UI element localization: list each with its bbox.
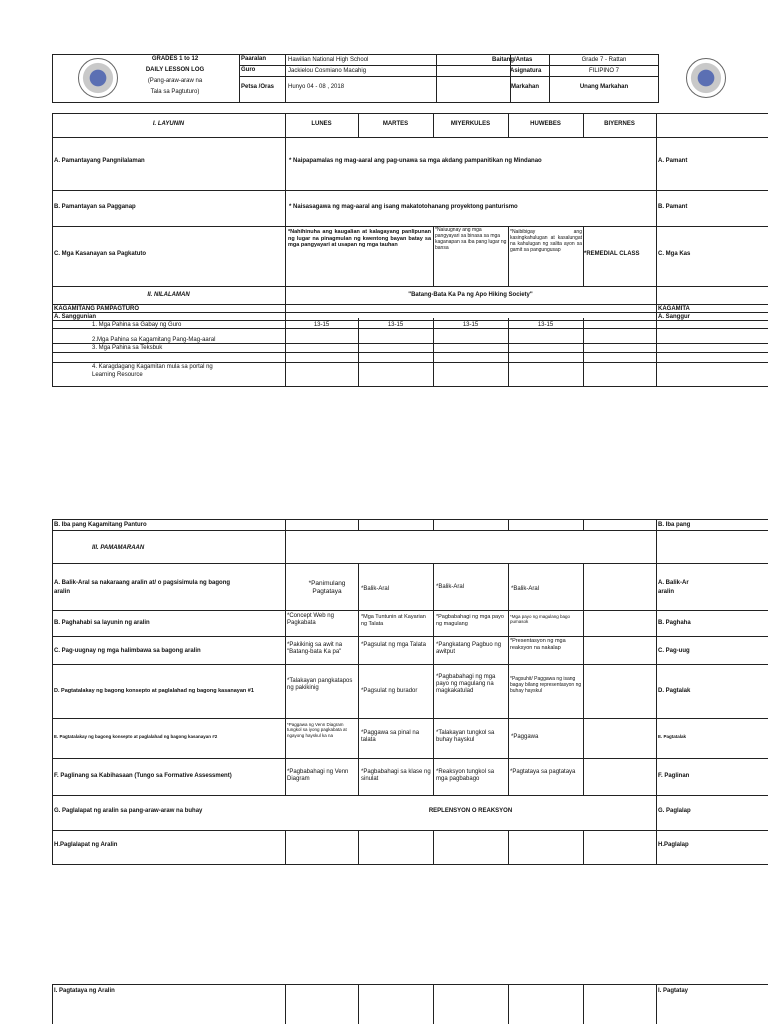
paghahabi-label: B. Paghahabi sa layunin ng aralin	[54, 620, 150, 626]
baitang-label: Baitang/Antas	[492, 57, 533, 63]
sanggunian-label: A. Sanggunian	[54, 314, 96, 320]
guro-value: Jackielou Cosmiano Macahig	[288, 68, 367, 74]
gabay-guro-martes: 13-15	[387, 322, 404, 328]
kasanayan-biyernes: *REMEDIAL CLASS	[584, 251, 640, 257]
log-sub1: (Pang-araw-araw na	[147, 78, 203, 84]
right-fragment: KAGAMITA	[658, 306, 690, 312]
right-fragment: B. Paghaha	[658, 620, 691, 626]
day-martes: MARTES	[382, 121, 409, 127]
pag-uugnay-martes: *Pagsulat ng mga Talata	[361, 642, 426, 648]
right-fragment: E. Pagtatalak	[658, 734, 687, 739]
paghahabi-lunes: *Concept Web ng Pagkabata	[287, 613, 334, 627]
kasanayan-label: C. Mga Kasanayan sa Pagkatuto	[54, 251, 147, 257]
right-fragment: A. Balik-Ar	[658, 580, 689, 586]
right-fragment: F. Paglinan	[658, 773, 690, 779]
balik-aral-miyerkules: *Balik-Aral	[436, 584, 465, 590]
paglinang-huwebes: *Pagtataya sa pagtataya	[510, 769, 576, 775]
teksbuk-label: 3. Mga Pahina sa Teksbuk	[92, 345, 163, 351]
pagtatalakay-2-label: E. Pagtatalakay ng bagong konsepto at paglalahad ng bagong kasanayan #2	[54, 734, 218, 739]
replensyon-value: REPLENSYON O REAKSYON	[428, 808, 513, 814]
right-fragment: A. Pamant	[658, 158, 688, 164]
pagtatalakay-1-label: D. Pagtatalakay ng bagong konsepto at paglalahad ng bagong kasanayan #1	[54, 688, 254, 694]
gabay-guro-label: 1. Mga Pahina sa Gabay ng Guro	[92, 322, 182, 328]
petsa-label: Petsa /Oras	[241, 84, 275, 90]
right-fragment: C. Mga Kas	[658, 251, 691, 257]
balik-aral-huwebes: *Balik-Aral	[511, 586, 540, 592]
day-huwebes: HUWEBES	[530, 121, 561, 127]
gabay-guro-lunes: 13-15	[313, 322, 330, 328]
petsa-value: Hunyo 04 - 08 , 2018	[288, 84, 345, 90]
right-fragment: aralin	[658, 589, 675, 595]
iba-kagamitan-label: B. Iba pang Kagamitang Panturo	[54, 522, 147, 528]
asignatura-label: Asignatura	[510, 68, 542, 74]
right-fragment: G. Paglalap	[658, 808, 691, 814]
paglinang-label: F. Paglinang sa Kabihasaan (Tungo sa Formative Assessment)	[54, 773, 232, 779]
nilalaman-heading: II. NILALAMAN	[147, 292, 190, 298]
day-lunes: LUNES	[311, 121, 332, 127]
balik-aral-label-1: A. Balik-Aral sa nakaraang aralin at/ o pagsisimula ng bagong	[54, 580, 231, 586]
right-fragment: B. Iba pang	[658, 522, 691, 528]
gabay-guro-huwebes: 13-15	[537, 322, 554, 328]
paglinang-martes: *Pagbabahagi sa klase ng sinulat	[361, 769, 431, 783]
pagtatalakay-1-lunes: *Talakayan pangkatapos ng pakikinig	[287, 678, 353, 692]
kasanayan-lunes: *Nahihinuha ang kaugalian at kalagayang panlipunan ng lugar na pinagmulan ng kwentong bayan batay sa mga pangyayari at usapan ng mga tauhan	[288, 229, 431, 249]
right-fragment: A. Sanggur	[658, 314, 691, 320]
kagamitang-mag-aaral-label: 2.Mga Pahina sa Kagamitang Pang-Mag-aaral	[92, 337, 216, 343]
paglalapat-label: G. Paglalapat ng aralin sa pang-araw-araw na buhay	[54, 808, 203, 814]
markahan-label: Markahan	[511, 84, 540, 90]
guro-label: Guro	[241, 67, 256, 73]
balik-aral-lunes: *Panimulang Pagtataya	[308, 580, 346, 595]
right-fragment: I. Pagtatay	[658, 988, 689, 994]
kagamitan-heading: KAGAMITANG PAMPAGTURO	[54, 306, 139, 312]
paglinang-lunes: *Pagbabahagi ng Venn Diagram	[287, 769, 349, 783]
layunin-heading: I. LAYUNIN	[152, 121, 185, 127]
karagdagang-label-2: Learning Resource	[92, 372, 143, 378]
log-sub2: Tala sa Pagtuturo)	[150, 89, 200, 95]
kasanayan-miyerkules: *Naiuugnay ang mga pangyayari sa binasa sa mga kaganapan sa iba pang lugar ng bansa	[435, 227, 507, 251]
deped-seal-icon	[686, 58, 726, 98]
paghahabi-huwebes: *Mga payo ng magulang bago pumasok	[510, 614, 571, 625]
pagtatalakay-2-lunes: *Paggawa ng Venn Diagram tungkol sa iyong pagkabata at ngayong hayskul ka na	[287, 722, 347, 738]
pamantayang-value: * Naipapamalas ng mag-aaral ang pag-unawa sa mga akdang pampanitikan ng Mindanao	[289, 158, 542, 164]
pag-uugnay-huwebes: *Presentasyon ng mga reaksyon na nakalap	[510, 638, 566, 651]
pamantayang-label: A. Pamantayang Pangnilalaman	[54, 158, 145, 164]
pagtatalakay-2-miyerkules: *Talakayan tungkol sa buhay hayskul	[436, 730, 495, 744]
balik-aral-martes: *Balik-Aral	[361, 586, 390, 592]
paglinang-miyerkules: *Reaksyon tungkol sa mga pagbabago	[436, 769, 495, 783]
right-fragment: C. Pag-uug	[658, 648, 690, 654]
pagtatalakay-1-miyerkules: *Pagbabahagi ng mga payo ng magulang na magkakatulad	[436, 674, 496, 695]
pag-uugnay-miyerkules: *Pangkatang Pagbuo ng awitput	[436, 642, 502, 656]
day-miyerkules: MIYERKULES	[450, 121, 491, 127]
gabay-guro-miyerkules: 13-15	[462, 322, 479, 328]
nilalaman-value: "Batang-Bata Ka Pa ng Apo Hiking Society"	[408, 292, 533, 298]
paglalapat-aralin-label: H.Paglalapat ng Aralin	[54, 842, 118, 848]
kasanayan-huwebes: *Naibibigay ang kasingkahulugan at kasalungat na kahulugan ng salita ayon sa gamit sa pangungusap	[510, 229, 582, 253]
paaralan-value: Hawilian National High School	[288, 57, 369, 63]
right-fragment: B. Pamant	[658, 204, 688, 210]
pagtatalakay-2-martes: *Paggawa sa pinal na talata	[361, 730, 420, 744]
paghahabi-miyerkules: *Pagbabahagi ng mga payo ng magulang	[436, 614, 504, 627]
pamamaraan-heading: III. PAMAMARAAN	[92, 545, 145, 551]
right-fragment: H.Paglalap	[658, 842, 689, 848]
log-title: DAILY LESSON LOG	[145, 67, 205, 73]
pagtatalakay-2-huwebes: *Paggawa	[511, 734, 539, 740]
pagtatalakay-1-huwebes: *Pagsuhit/ Paggawa ng isang bagay bilang representasyon ng buhay hayskul	[510, 676, 582, 694]
paghahabi-martes: *Mga Tuntunin at Kayarian ng Talata	[361, 614, 426, 627]
pag-uugnay-label: C. Pag-uugnay ng mga halimbawa sa bagong aralin	[54, 648, 201, 654]
karagdagang-label-1: 4. Karagdagang Kagamitan mula sa portal ng	[92, 364, 213, 370]
pagganap-label: B. Pamantayan sa Pagganap	[54, 204, 136, 210]
deped-seal-icon	[78, 58, 118, 98]
pag-uugnay-lunes: *Pakikinig sa awit na "Batang-bata Ka pa"	[287, 642, 343, 656]
grades-label: GRADES 1 to 12	[151, 56, 199, 62]
paaralan-label: Paaralan	[241, 56, 267, 62]
pagtataya-label: I. Pagtataya ng Aralin	[54, 988, 115, 994]
day-biyernes: BIYERNES	[604, 121, 635, 127]
asignatura-value: FILIPINO 7	[588, 68, 619, 74]
pagganap-value: * Naisasagawa ng mag-aaral ang isang makatotohanang proyektong panturismo	[289, 204, 518, 210]
balik-aral-label-2: aralin	[54, 589, 71, 595]
markahan-value: Unang Markahan	[579, 84, 629, 90]
right-fragment: D. Pagtalak	[658, 688, 691, 694]
baitang-value: Grade 7 - Rattan	[581, 57, 627, 63]
pagtatalakay-1-martes: *Pagsulat ng burador	[361, 688, 418, 694]
